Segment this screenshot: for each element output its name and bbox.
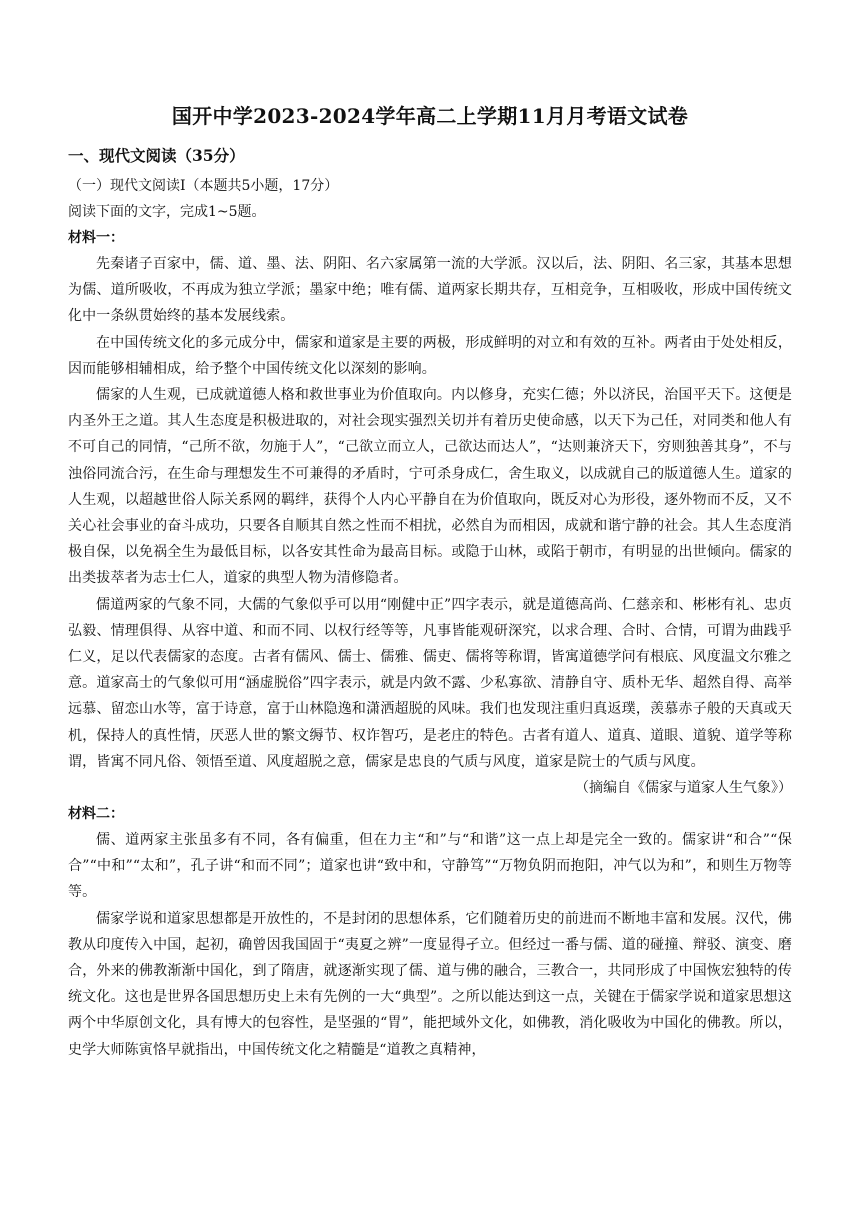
paragraph: 在中国传统文化的多元成分中，儒家和道家是主要的两极，形成鲜明的对立和有效的互补。两者由于处处相反，因而能够相辅相成，给予整个中国传统文化以深刻的影响。	[68, 334, 792, 377]
paragraph: 先秦诸子百家中，儒、道、墨、法、阴阳、名六家属第一流的大学派。汉以后，法、阴阳、名三家，其基本思想为儒、道所吸收，不再成为独立学派；墨家中绝；唯有儒、道两家长期共存，互相竞争，互相吸收，形成中国传统文化中一条纵贯始终的基本发展线索。	[68, 256, 792, 325]
paragraph: 儒道两家的气象不同，大儒的气象似乎可以用“刚健中正”四字表示，就是道德高尚、仁慈亲和、彬彬有礼、忠贞弘毅、情理俱得、从容中道、和而不同、以权行经等等，凡事皆能观研深究，以求合理、合时、合情，可谓为曲践乎仁义，足以代表儒家的态度。古者有儒风、儒士、儒雅、儒吏、儒将等称谓，皆寓道德学问有根底、风度温文尔雅之意。道家高士的气象似可用“涵虚脱俗”四字表示，就是内敛不露、少私寡欲、清静自守、质朴无华、超然自得、高举远慕、留恋山水等，富于诗意，富于山林隐逸和潇洒超脱的风味。我们也发现注重归真返璞，羡慕赤子般的天真或天机，保持人的真性情，厌恶人世的繁文缛节、权诈智巧，是老庄的特色。古者有道人、道真、道眼、道貌、道学等称谓，皆寓不同凡俗、领悟至道、风度超脱之意，儒家是忠良的气质与风度，道家是院士的气质与风度。	[68, 596, 792, 770]
exam-title: 国开中学2023-2024学年高二上学期11月月考语文试卷	[171, 104, 689, 128]
source-citation: （摘编自《儒家与道家人生气象》）	[575, 780, 792, 797]
paragraph: 儒家的人生观，已成就道德人格和救世事业为价值取向。内以修身，充实仁德；外以济民，治国平天下。这便是内圣外王之道。其人生态度是积极进取的，对社会现实强烈关切并有着历史使命感，以天下为己任，对同类和他人有不可自己的同情，“己所不欲，勿施于人”，“己欲立而立人，己欲达而达人”，“达则兼济天下，穷则独善其身”，不与浊俗同流合污，在生命与理想发生不可兼得的矛盾时，宁可杀身成仁，舍生取义，以成就自己的版道德人生。道家的人生观，以超越世俗人际关系网的羁绊，获得个人内心平静自在为价值取向，既反对心为形役，逐外物而不反，又不关心社会事业的奋斗成功，只要各自顺其自然之性而不相扰，必然自为而相因，成就和谐宁静的社会。其人生态度消极自保，以免祸全生为最低目标，以各安其性命为最高目标。或隐于山林，或陷于朝市，有明显的出世倾向。儒家的出类拔萃者为志士仁人，道家的典型人物为清修隐者。	[68, 387, 792, 587]
paragraph: 儒、道两家主张虽多有不同，各有偏重，但在力主“和”与“和谐”这一点上却是完全一致的。儒家讲“和合”“保合”“中和”“太和”，孔子讲“和而不同”；道家也讲“致中和，守静笃”“万物负阴而抱阳，冲气以为和”，和则生万物等等。	[68, 832, 792, 901]
sub-heading: （一）现代文阅读I（本题共5小题，17分）	[68, 178, 339, 194]
paragraph: 儒家学说和道家思想都是开放性的，不是封闭的思想体系，它们随着历史的前进而不断地丰富和发展。汉代，佛教从印度传入中国，起初，确曾因我国固于“夷夏之辨”一度显得孑立。但经过一番与儒、道的碰撞、辩驳、演变、磨合，外来的佛教渐渐中国化，到了隋唐，就逐渐实现了儒、道与佛的融合，三教合一，共同形成了中国恢宏独特的传统文化。这也是世界各国思想历史上未有先例的一大“典型”。之所以能达到这一点，关键在于儒家学说和道家思想这两个中华原创文化，具有博大的包容性，是坚强的“胃”，能把域外文化，如佛教，消化吸收为中国化的佛教。所以，史学大师陈寅恪早就指出，中国传统文化之精髓是“道教之真精神，	[68, 910, 792, 1058]
material-label: 材料二：	[68, 806, 124, 823]
reading-instruction: 阅读下面的文字，完成1~5题。	[68, 204, 266, 220]
section-heading: 一、现代文阅读（35分）	[68, 146, 245, 165]
material-label: 材料一：	[68, 230, 124, 246]
